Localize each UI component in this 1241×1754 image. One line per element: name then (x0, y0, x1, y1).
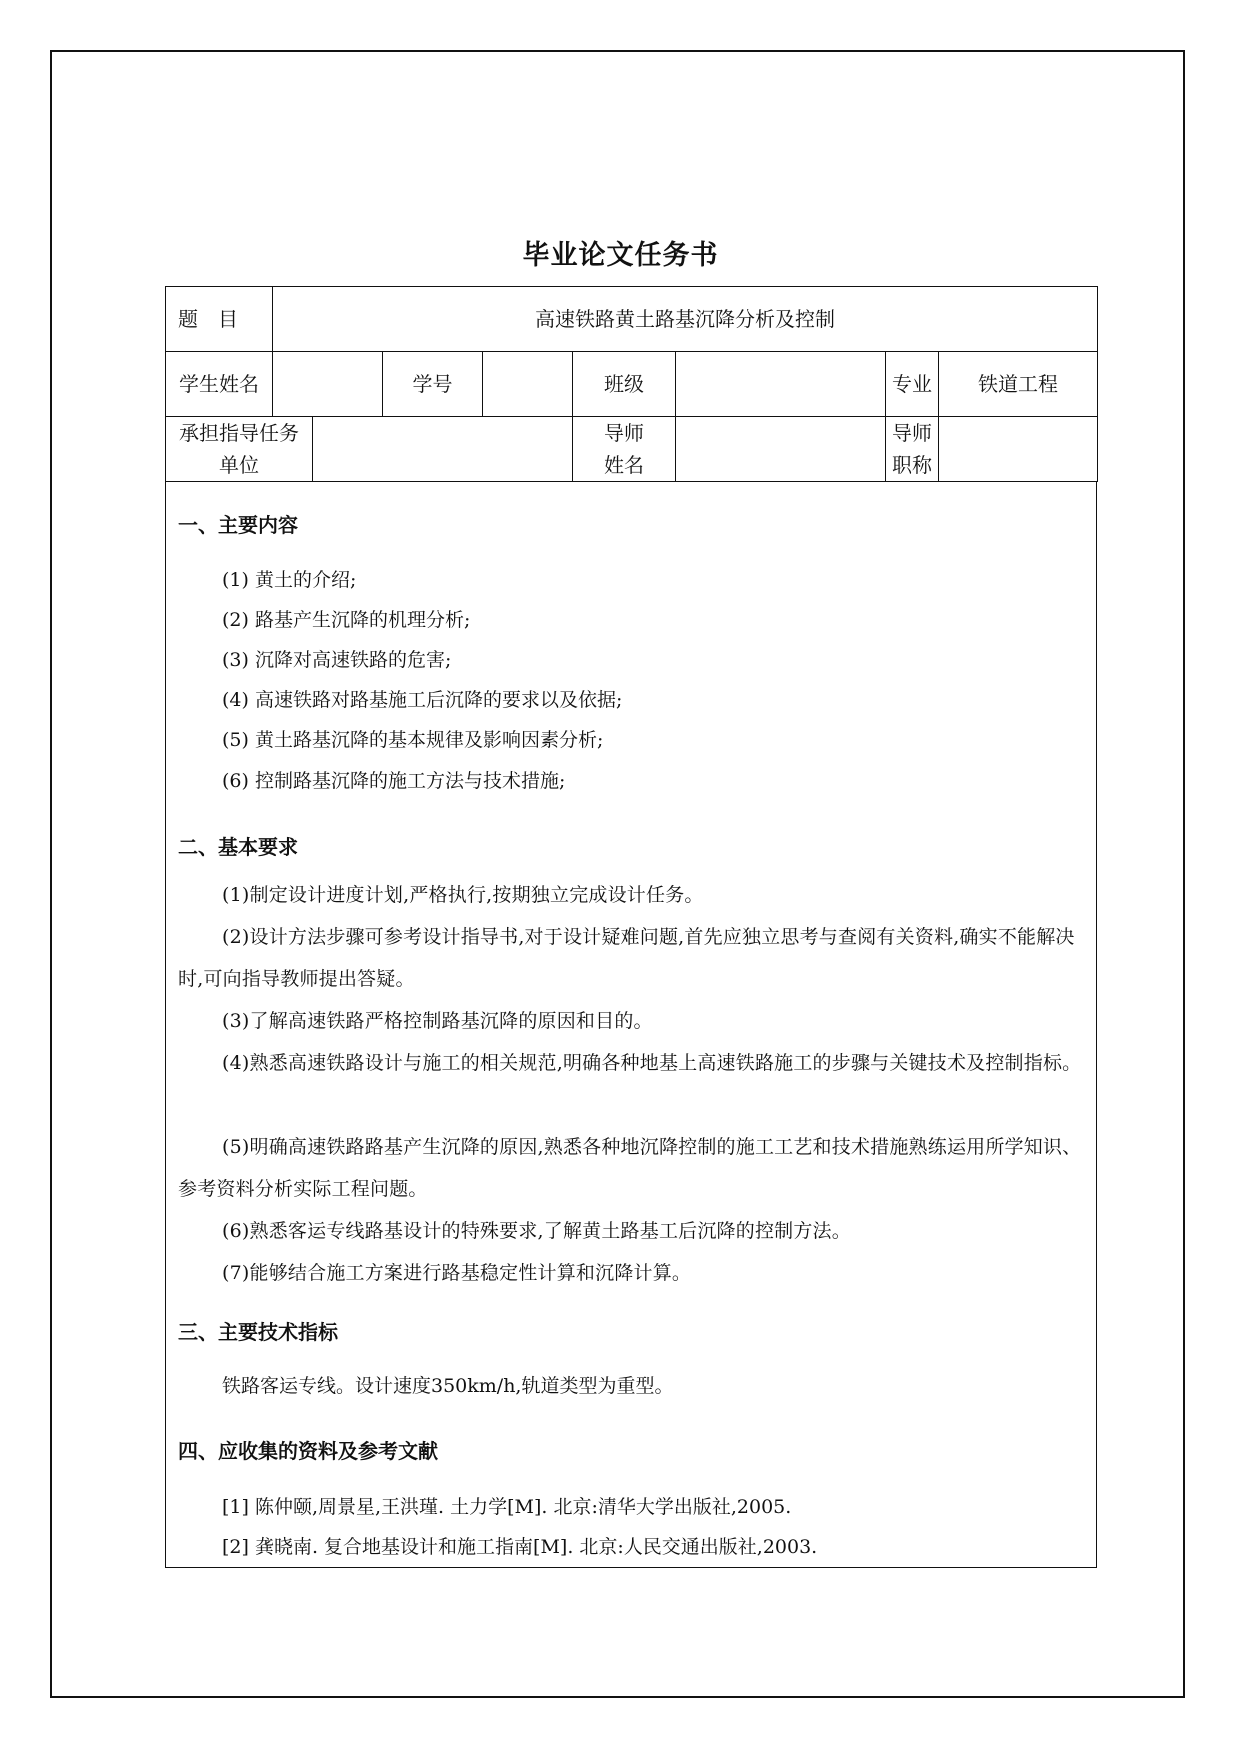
unit-row (166, 417, 1098, 482)
advisor-name-label: 导师姓名 (573, 417, 676, 482)
requirement-item: (5)明确高速铁路路基产生沉降的原因,熟悉各种地沉降控制的施工工艺和技术措施熟练运用所学知识、参考资料分析实际工程问题。 (178, 1136, 1082, 1200)
content-box (165, 481, 1097, 1568)
topic-row (166, 287, 1098, 352)
content-item: (1) 黄土的介绍; (222, 569, 357, 591)
requirement-item: (2)设计方法步骤可参考设计指导书,对于设计疑难问题,首先应独立思考与查阅有关资料,确实不能解决时,可向指导教师提出答疑。 (178, 926, 1075, 990)
major-label: 专业 (886, 352, 939, 417)
class-value (676, 352, 886, 417)
requirement-item: (3)了解高速铁路严格控制路基沉降的原因和目的。 (222, 1010, 653, 1032)
content-item: (2) 路基产生沉降的机理分析; (222, 609, 471, 631)
student-id-value (483, 352, 573, 417)
major-value: 铁道工程 (939, 352, 1098, 417)
requirement-item: (4)熟悉高速铁路设计与施工的相关规范,明确各种地基上高速铁路施工的步骤与关键技术及控制指标。 (222, 1052, 1082, 1074)
unit-label: 承担指导任务单位 (166, 417, 313, 482)
reference-item: [1] 陈仲颐,周景星,王洪瑾. 土力学[M]. 北京:清华大学出版社,2005. (222, 1496, 792, 1518)
student-row (166, 352, 1098, 417)
section-heading-basic-requirements: 二、基本要求 (178, 835, 298, 859)
section-heading-main-content: 一、主要内容 (178, 513, 298, 537)
section-heading-tech-indicators: 三、主要技术指标 (178, 1320, 338, 1344)
advisor-title-label: 导师职称 (886, 417, 939, 482)
tech-indicator-text: 铁路客运专线。设计速度350km/h,轨道类型为重型。 (222, 1375, 674, 1397)
advisor-title-value (939, 417, 1098, 482)
unit-value (313, 417, 573, 482)
section-heading-references: 四、应收集的资料及参考文献 (178, 1439, 438, 1463)
reference-item: [2] 龚晓南. 复合地基设计和施工指南[M]. 北京:人民交通出版社,2003. (222, 1536, 818, 1558)
student-id-label: 学号 (383, 352, 483, 417)
student-name-label: 学生姓名 (166, 352, 273, 417)
content-item: (3) 沉降对高速铁路的危害; (222, 649, 452, 671)
class-label: 班级 (573, 352, 676, 417)
student-name-value (273, 352, 383, 417)
info-table (165, 286, 1098, 482)
content-item: (6) 控制路基沉降的施工方法与技术措施; (222, 770, 566, 792)
topic-label: 题 目 (166, 287, 273, 352)
document-title: 毕业论文任务书 (522, 240, 719, 271)
topic-value: 高速铁路黄土路基沉降分析及控制 (273, 287, 1098, 352)
requirement-item: (6)熟悉客运专线路基设计的特殊要求,了解黄土路基工后沉降的控制方法。 (222, 1220, 851, 1242)
requirement-item: (1)制定设计进度计划,严格执行,按期独立完成设计任务。 (222, 884, 704, 906)
requirement-item: (7)能够结合施工方案进行路基稳定性计算和沉降计算。 (222, 1262, 692, 1284)
content-item: (4) 高速铁路对路基施工后沉降的要求以及依据; (222, 689, 623, 711)
content-item: (5) 黄土路基沉降的基本规律及影响因素分析; (222, 729, 604, 751)
advisor-name-value (676, 417, 886, 482)
